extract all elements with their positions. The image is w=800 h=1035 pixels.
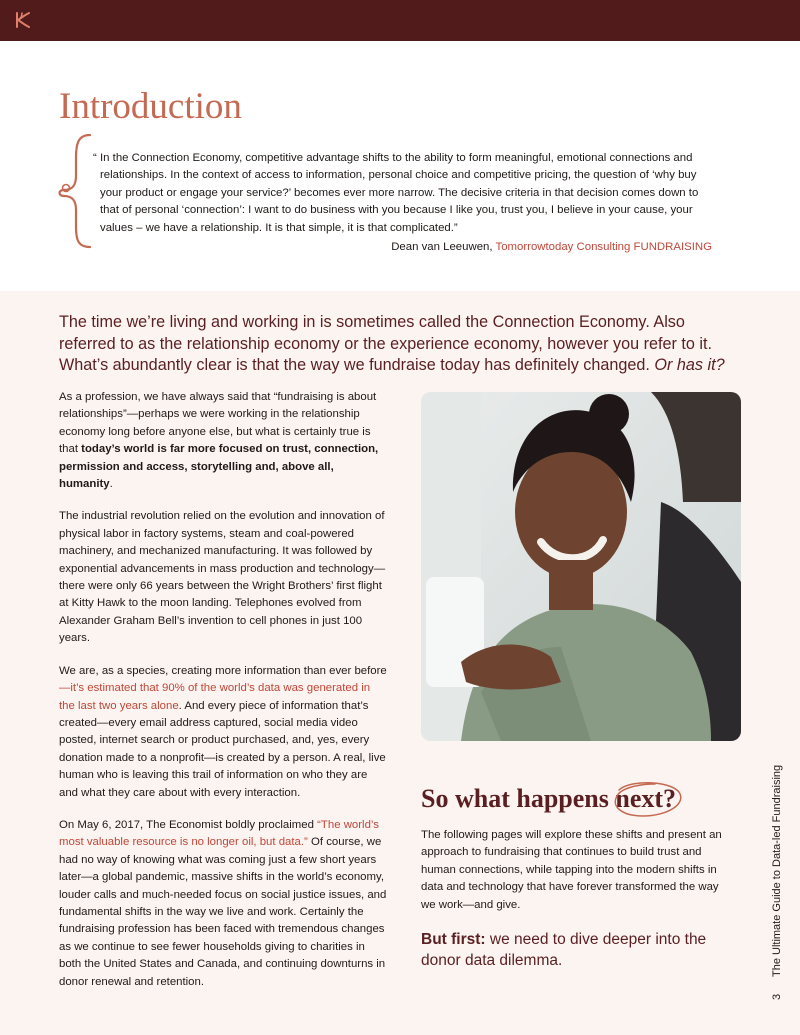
but-first-text: we need to dive deeper into the donor data dilemma. [421,931,707,969]
intro-quote [93,150,718,237]
curly-brace-icon [56,132,96,250]
p3-highlight: —it’s estimated that 90% of the world’s data was generated in the last two years alone [59,682,371,712]
lead-paragraph [59,312,739,377]
guide-title: The Ultimate Guide to Data-led Fundraising [771,764,783,978]
p3-end: . And every piece of information that’s created—every email address captured, social media video posted, internet search or product purchased, and, yes, every donation made to a nonprofit—is created by a person. A real, live human who is leaving this trail of information on who they are and what they care about with every interaction. [59,699,386,799]
lead-emphasis: Or has it? [654,356,725,374]
body-paragraph-3 [59,663,389,802]
but-first-bold: But first: [421,931,486,948]
next-circled-text: next? [615,784,677,813]
p1-end: . [109,478,113,491]
next-word [615,784,676,814]
p4-highlight: “The world’s most valuable resource is no longer oil, but data.” [59,818,379,849]
p3-text: We are, as a species, creating more information than ever before [59,664,387,677]
k-logo-icon [14,11,32,29]
body-paragraph-4 [59,817,389,991]
vertical-footer [771,760,783,1000]
body-paragraph-2: The industrial revolution relied on the evolution and innovation of physical labor in factory systems, steam and coal-powered machinery, and mechanized manufacturing. It was followed by exponential advancements in mass production and technology—there were only 66 years between the Wright Brothers’ first flight at Kitty Hawk to the moon landing. Telephones evolved from Alexander Graham Bell’s invention to cell phones in just 100 years. [59,510,386,645]
top-bar [0,0,800,41]
body-column [59,389,389,1006]
lead-text: The time we’re living and working in is sometimes called the Connection Economy. Also referred to as the relationship economy or the experience economy, however you refer to it. What’s abundantly clear is that the way we fundraise today has definitely changed. [59,313,712,374]
quote-attribution [391,241,712,253]
intro-title: Introduction [59,86,242,127]
quote-organization: Tomorrowtoday Consulting FUNDRAISING [495,241,712,253]
next-title-text: So what happens [421,784,616,813]
next-title [421,784,676,814]
next-body: The following pages will explore these shifts and present an approach to fundraising that continues to build trust and human connections, while tapping into the modern shifts in data and technology that have forever transformed the way we work—and give. [421,829,722,911]
but-first-callout [421,930,731,971]
quote-mark: “ [93,152,97,164]
body-paragraph-1 [59,389,389,493]
p4-text: On May 6, 2017, The Economist boldly proclaimed [59,818,318,831]
p4-end: Of course, we had no way of knowing what was coming just a few short years later—a global pandemic, massive shifts in the world’s economy, louder calls and much-needed focus on social justice issues, and fundamental shifts in the way we live and work. Certainly the fundraising profession has been faced with tremendous changes as we continue to see fewer households giving to charities in both the United States and Canada, and continuing downturns in donor renewal and retention. [59,836,387,988]
p1-bold: today’s world is far more focused on trust, connection, permission and access, storytelling and, above all, humanity [59,443,379,491]
quote-author: Dean van Leeuwen, [391,241,493,253]
woman-with-tablet-photo [421,392,741,741]
quote-text: In the Connection Economy, competitive advantage shifts to the ability to form meaningful, emotional connections and relationships. In the context of access to information, personal choice and competitive pricing, the question of ‘why buy your product or engage your service?’ becomes ever more narrow. The decisive criteria in that decision comes down to that of personal ‘connection’: I want to do business with you because I like you, trust you, I believe in your cause, your values – we have a relationship. It is that simple, it is that complicated.” [100,152,699,234]
page-number: 3 [771,993,783,1000]
p1-text: As a profession, we have always said that “fundraising is about relationships”—perhaps we were working in the relationship economy long before anyone else, but what is certainly true is that [59,391,377,456]
